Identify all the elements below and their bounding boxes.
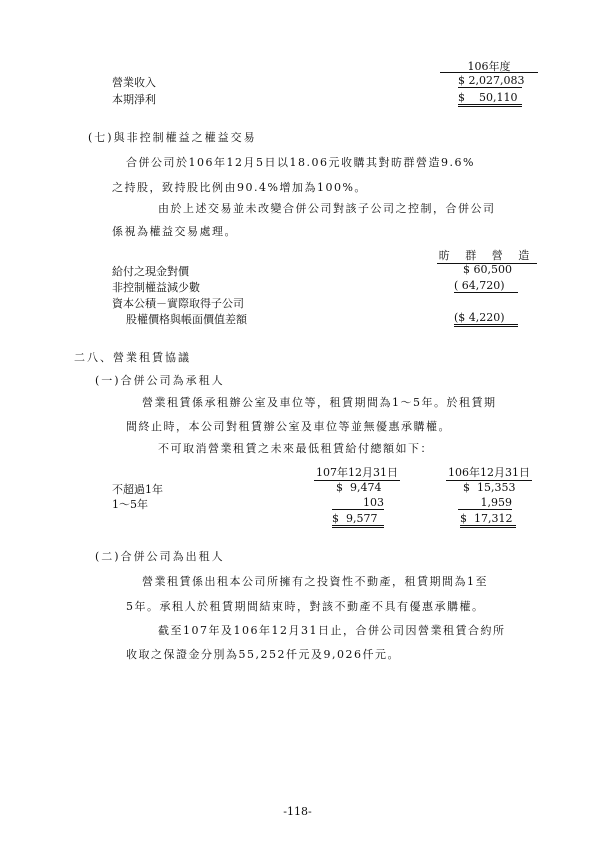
revenue-label: 營業收入 [112, 76, 156, 89]
lease-row1-v2: $ 15,353 [463, 481, 516, 494]
lease-total-v2: $ 17,312 [460, 512, 516, 528]
year-header: 106年度 [440, 58, 538, 73]
lease-row1-v1: $ 9,474 [336, 481, 382, 494]
sub2-para1-line2: 5年。承租人於租賃期間結束時，對該不動產不具有優惠承購權。 [126, 600, 485, 613]
net-income-label: 本期淨利 [112, 93, 156, 106]
sub1-para1-line2: 間終止時，本公司對租賃辦公室及車位等並無優惠承購權。 [126, 420, 451, 433]
section7-heading: (七)與非控制權益之權益交易 [88, 131, 257, 144]
sub2-heading: (二)合併公司為出租人 [95, 550, 225, 563]
sub1-para2: 不可取消營業租賃之未來最低租賃給付總額如下： [158, 442, 433, 455]
section7-row-cash-label: 給付之現金對價 [112, 265, 189, 278]
section7-row-diff-label: 股權價格與帳面價值差額 [126, 313, 247, 326]
section7-para2-line1: 由於上述交易並未改變合併公司對該子公司之控制，合併公司 [158, 202, 496, 215]
section7-row-diff-value: ($ 4,220) [454, 311, 518, 327]
section7-row-nci-label: 非控制權益減少數 [112, 281, 200, 294]
lease-total-v1: $ 9,577 [332, 512, 384, 528]
section7-para2-line2: 係視為權益交易處理。 [112, 225, 237, 238]
page-number: -118- [283, 805, 312, 818]
section7-row-capital-label: 資本公積－實際取得子公司 [112, 297, 244, 310]
section7-table-header: 昉 群 營 造 [438, 249, 536, 262]
section7-row-nci-value: ( 64,720) [454, 279, 518, 293]
lease-col1-header: 107年12月31日 [316, 466, 398, 479]
sub1-para1-line1: 營業租賃係承租辦公室及車位等，租賃期間為1～5年。於租賃期 [142, 396, 497, 409]
lease-row1-label: 不超過1年 [112, 483, 163, 496]
lease-row2-label: 1～5年 [112, 498, 148, 511]
sub2-para1-line1: 營業租賃係出租本公司所擁有之投資性不動產，租賃期間為1至 [142, 575, 488, 588]
revenue-value: $ 2,027,083 [458, 74, 525, 87]
sub2-para2-line1: 截至107年及106年12月31日止，合併公司因營業租賃合約所 [158, 624, 506, 637]
sub1-heading: (一)合併公司為承租人 [95, 374, 225, 387]
lease-row2-v1: 103 [332, 496, 384, 510]
section7-row-cash-value: $ 60,500 [463, 263, 512, 276]
section7-para1-line2: 之持股，致持股比例由90.4%增加為100%。 [112, 181, 367, 194]
lease-col2-header: 106年12月31日 [448, 466, 530, 479]
sub2-para2-line2: 收取之保證金分別為55,252仟元及9,026仟元。 [126, 648, 400, 661]
net-income-value: $ 50,110 [458, 91, 522, 107]
lease-row2-v2: 1,959 [458, 496, 512, 510]
section7-para1-line1: 合併公司於106年12月5日以18.06元收購其對昉群營造9.6% [126, 156, 475, 169]
section28-heading: 二八、營業租賃協議 [74, 351, 191, 364]
